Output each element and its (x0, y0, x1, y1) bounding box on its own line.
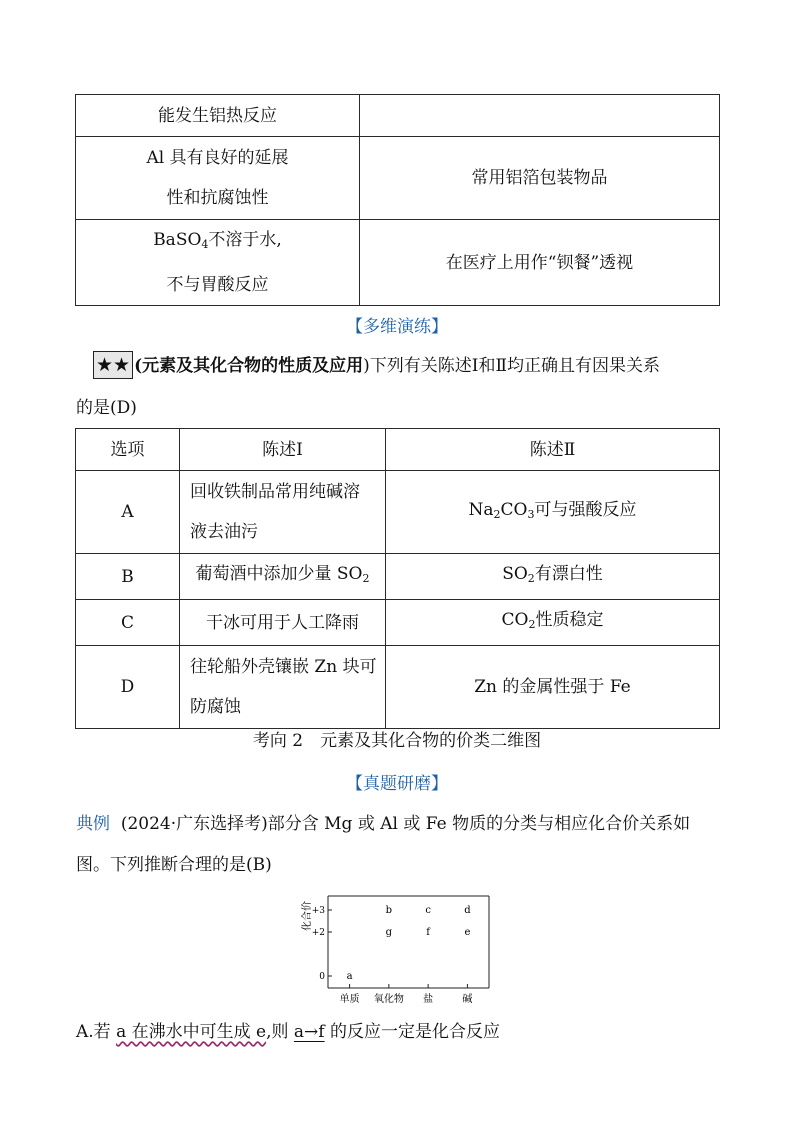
table-cell (180, 554, 386, 600)
cell-text: 葡萄酒中添加少量 SO (195, 564, 363, 584)
table-cell (386, 471, 720, 554)
formula-text: SO (502, 564, 528, 584)
subscript: 3 (527, 507, 535, 521)
table-row (76, 220, 720, 306)
option-cell: D (76, 646, 180, 729)
table-cell: 在医疗上用作“钡餐”透视 (360, 220, 720, 306)
cell-text: 可与强酸反应 (534, 499, 637, 520)
table-cell: Zn 的金属性强于 Fe (386, 646, 720, 729)
table-cell (386, 600, 720, 646)
data-point: b (385, 905, 393, 916)
data-point: f (426, 927, 430, 938)
subscript: 2 (528, 618, 536, 631)
data-point: g (385, 927, 393, 938)
example-line-2: 图。下列推断合理的是(B) (76, 855, 272, 875)
data-point: a (346, 971, 353, 982)
options-table (75, 428, 720, 729)
section-heading: 【多维演练】 (346, 317, 448, 337)
cell-line: 防腐蚀 (190, 697, 241, 717)
data-point: d (464, 905, 471, 916)
table-row (76, 554, 720, 600)
table-row (76, 646, 720, 729)
table-cell: 常用铝箔包装物品 (360, 137, 720, 220)
subscript: 2 (527, 572, 535, 585)
y-axis-label: 化合价 (302, 901, 313, 931)
table-cell: 干冰可用于人工降雨 (180, 600, 386, 646)
data-point: e (464, 927, 471, 938)
table-cell (180, 646, 386, 729)
valence-chart (290, 888, 500, 1010)
x-tick-label: 氧化物 (373, 994, 404, 1005)
cell-line: 回收铁制品常用纯碱溶 (190, 482, 360, 502)
difficulty-stars-icon: ★★ (93, 351, 133, 379)
subscript: 2 (493, 507, 501, 521)
example-line-1 (76, 804, 736, 844)
table-row (76, 471, 720, 554)
cell-text: 有漂白性 (534, 564, 603, 584)
data-point: c (425, 905, 431, 916)
table-header-row (76, 429, 720, 471)
cell-text: 性质稳定 (535, 610, 604, 630)
section-heading: 【真题研磨】 (346, 774, 448, 794)
question-line-2: 的是(D) (76, 398, 137, 418)
table-cell (76, 220, 360, 306)
property-use-table (75, 94, 720, 306)
option-cell: C (76, 600, 180, 646)
question-tag: (元素及其化合物的性质及应用 (134, 356, 364, 376)
x-tick-label: 碱 (462, 994, 473, 1005)
table-cell (76, 137, 360, 220)
cell-line: 不与胃酸反应 (166, 275, 269, 295)
example-text: (2024·广东选择考)部分含 Mg 或 Al 或 Fe 物质的分类与相应化合价关系如 (120, 814, 691, 834)
formula-text: Na (468, 499, 494, 520)
cell-line (82, 220, 353, 265)
y-tick-label: +3 (311, 906, 325, 916)
table-row (76, 95, 720, 137)
formula-text: CO (500, 499, 528, 520)
option-cell: A (76, 471, 180, 554)
table-cell (360, 95, 720, 137)
cell-line: 性和抗腐蚀性 (166, 188, 269, 208)
option-text: ,则 (266, 1022, 294, 1042)
header-cell: 选项 (76, 429, 180, 471)
table-cell (180, 471, 386, 554)
example-label: 典例 (76, 814, 110, 834)
cell-line: 液去油污 (190, 522, 258, 542)
option-text: 的反应一定是化合反应 (324, 1022, 500, 1042)
header-cell: 陈述Ⅰ (180, 429, 386, 471)
header-cell: 陈述Ⅱ (386, 429, 720, 471)
option-a (76, 1012, 736, 1052)
table-cell (386, 554, 720, 600)
y-tick-label: 0 (319, 972, 325, 982)
x-tick-label: 单质 (339, 994, 360, 1005)
subscript: 4 (201, 238, 209, 251)
section-heading: 考向 2 元素及其化合物的价类二维图 (252, 731, 542, 751)
question-text: )下列有关陈述Ⅰ和Ⅱ均正确且有因果关系 (363, 356, 661, 376)
x-tick-label: 盐 (423, 994, 434, 1005)
underlined-text: a→f (293, 1022, 325, 1042)
chart-marks (312, 905, 473, 1005)
question-line-1 (93, 346, 733, 386)
formula-text: CO (501, 610, 529, 630)
option-text: A.若 (76, 1022, 117, 1042)
wavy-underlined-text: a 在沸水中可生成 e (116, 1022, 267, 1042)
cell-line: 往轮船外壳镶嵌 Zn 块可 (190, 657, 377, 677)
cell-line: Al 具有良好的延展 (146, 148, 289, 168)
table-cell: 能发生铝热反应 (76, 95, 360, 137)
cell-text: 不溶于水, (208, 230, 282, 250)
y-tick-label: +2 (311, 928, 325, 938)
subscript: 2 (362, 572, 370, 585)
formula-text: BaSO (153, 230, 202, 250)
option-cell: B (76, 554, 180, 600)
table-row (76, 137, 720, 220)
table-row (76, 600, 720, 646)
